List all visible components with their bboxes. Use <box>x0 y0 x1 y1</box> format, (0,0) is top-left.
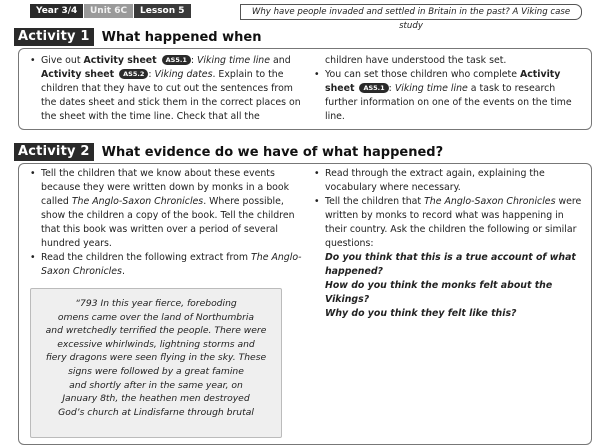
chronicle-extract <box>30 288 282 438</box>
discussion-questions <box>325 251 586 321</box>
activity-1-heading <box>14 28 261 46</box>
activity-1-bullet-2: • You can set those children who complete Activity sheet AS5.1 : Viking time line a task to research further information on one of the events on the time line. <box>314 68 586 124</box>
activity-2-heading <box>14 143 443 161</box>
header-bar <box>0 0 600 31</box>
question-item: Why do you think they felt like this? <box>325 308 517 319</box>
year-chip: Year 3/4 <box>30 4 83 18</box>
extract-line: omens came over the land of Northumbria <box>57 311 255 323</box>
activity-2-bullet-4: • Tell the children that The Anglo-Saxon Chronicles were written by monks to record what was happening in their country. Ask the children the following or similar questions: <box>314 195 586 251</box>
activity-1-title: What happened when <box>101 29 262 45</box>
activity-1-right-column <box>314 54 586 124</box>
activity-2-bullet-1: • Tell the children that we know about these events because they were written down by monks in a book called The Anglo-Saxon Chronicles. Where possible, show the children a copy of the book. Tell the children that this book was written over a period of several hundred years. <box>30 167 302 251</box>
sheet-ref-badge: AS5.1 <box>359 83 388 93</box>
unit-chip: Unit 6C <box>84 4 133 18</box>
activity-2-title: What evidence do we have of what happened? <box>101 144 444 160</box>
extract-line: signs were followed by a great famine <box>68 365 244 377</box>
activity-1-bullet-1: • Give out Activity sheet AS5.1 : Viking time line and Activity sheet AS5.2 : Viking dates. Explain to the children that they have to cut out the sentences from the dates sheet and stick them in the correct places on the sheet with the time line. Check that all the <box>30 54 302 124</box>
activity-2-badge: Activity 2 <box>14 143 94 161</box>
activity-2-right-column <box>314 167 586 321</box>
activity-2-bullet-3: • Read through the extract again, explaining the vocabulary where necessary. <box>314 167 586 195</box>
activity-1-continued-text: children have understood the task set. <box>325 55 507 66</box>
activity-1-left-column <box>30 54 302 124</box>
activity-2-left-column <box>30 167 302 279</box>
sheet-ref-badge: AS5.1 <box>162 55 191 65</box>
extract-line: “793 In this year fierce, foreboding <box>75 298 237 309</box>
extract-line: God’s church at Lindisfarne through brutal <box>58 406 254 418</box>
lesson-chip: Lesson 5 <box>134 4 191 18</box>
extract-line: January 8th, the heathen men destroyed <box>62 393 250 405</box>
unit-question: Why have people invaded and settled in Britain in the past? A Viking case study <box>240 4 582 20</box>
sheet-ref-badge: AS5.2 <box>119 69 148 79</box>
question-item: How do you think the monks felt about the Vikings? <box>325 280 553 305</box>
extract-line: and shortly after in the same year, on <box>69 379 243 391</box>
extract-line: and wretchedly terrified the people. There were <box>45 325 267 337</box>
activity-2-bullet-2: • Read the children the following extract from The Anglo-Saxon Chronicles. <box>30 251 302 279</box>
question-item: Do you think that this is a true account of what happened? <box>325 252 576 277</box>
extract-line: fiery dragons were seen flying in the sky. These <box>45 352 267 364</box>
extract-line: excessive whirlwinds, lightning storms and <box>57 338 255 350</box>
activity-1-badge: Activity 1 <box>14 28 94 46</box>
